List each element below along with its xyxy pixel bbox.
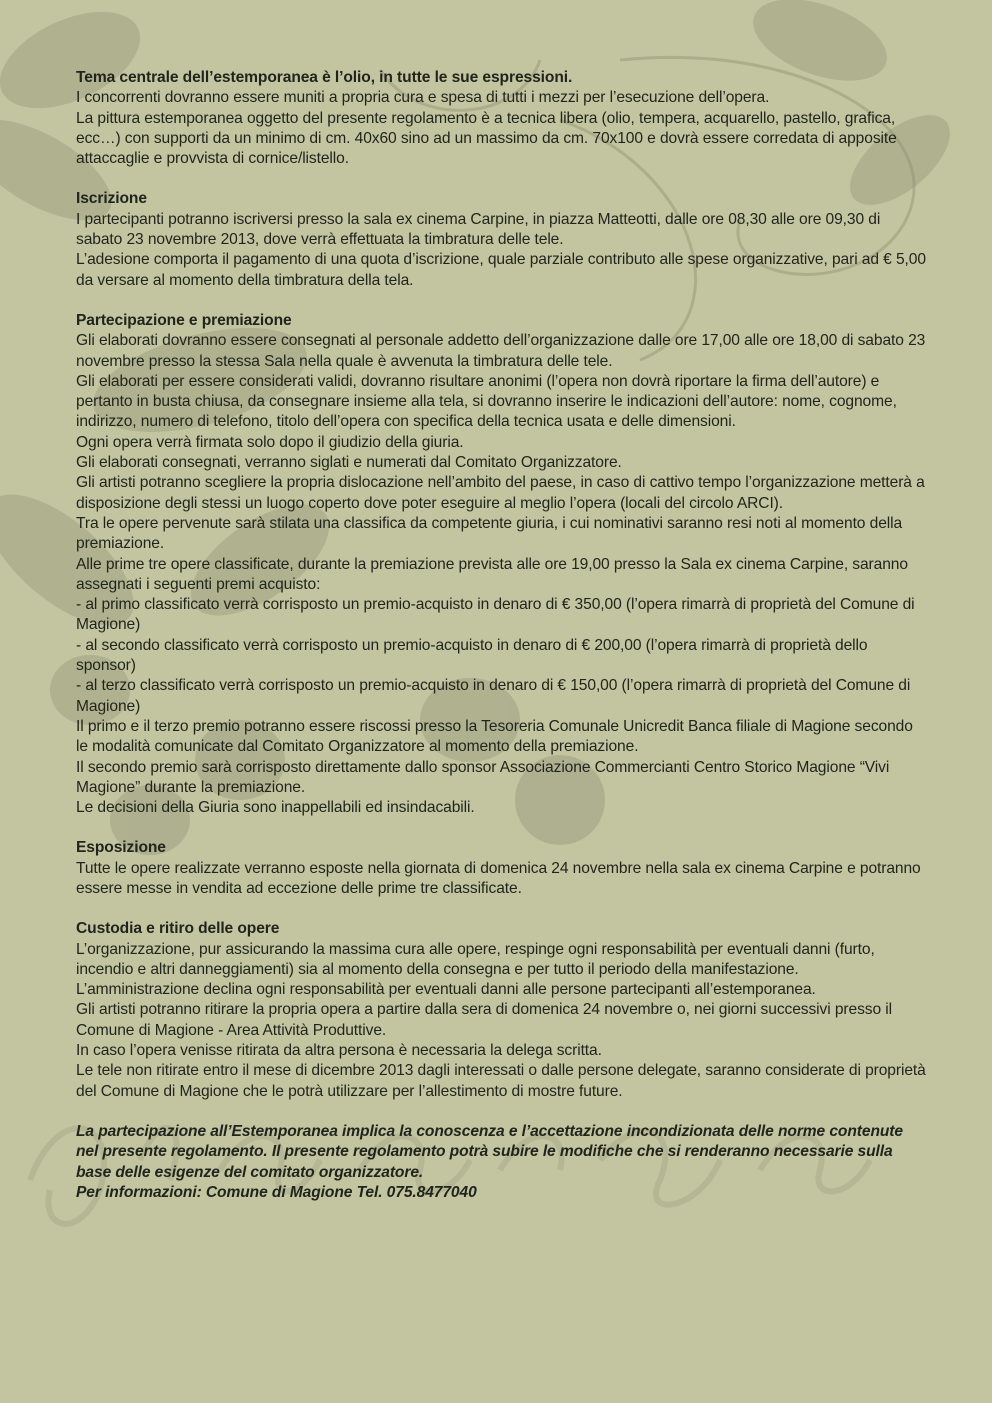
paragraph: Tra le opere pervenute sarà stilata una classifica da competente giuria, i cui nominativi saranno resi noti al momento della premiazione.: [76, 514, 903, 553]
prize-item: - al primo classificato verrà corrisposto un premio-acquisto in denaro di € 350,00 (l’opera rimarrà di proprietà del Comune di Magione): [76, 596, 915, 634]
contact-info: Per informazioni: Comune di Magione Tel. 075.8477040: [76, 1183, 477, 1201]
section-heading: Partecipazione e premiazione: [76, 311, 292, 329]
paragraph: Le decisioni della Giuria sono inappellabili ed insindacabili.: [76, 799, 475, 817]
regulation-document: [76, 68, 928, 1223]
paragraph: Tutte le opere realizzate verranno esposte nella giornata di domenica 24 novembre nella sala ex cinema Carpine e potranno essere messe in vendita ad eccezione delle prime tre classificate.: [76, 859, 921, 897]
paragraph: Gli elaborati per essere considerati validi, dovranno risultare anonimi (l’opera non dovrà riportare la firma dell’autore) e pertanto in busta chiusa, da consegnare insieme alla tela, si dovranno inserire le indicazioni dell’autore: nome, cognome, indirizzo, numero di telefono, titolo dell’opera con specifica della tecnica usata e delle dimensioni.: [76, 372, 897, 431]
paragraph: Ogni opera verrà firmata solo dopo il giudizio della giuria.: [76, 433, 464, 451]
section-esposizione: [76, 838, 928, 899]
section-partecipazione: [76, 311, 928, 818]
paragraph: Le tele non ritirate entro il mese di dicembre 2013 dagli interessati o dalle persone delegate, saranno considerate di proprietà del Comune di Magione che le potrà utilizzare per l’allestimento di mostre future.: [76, 1062, 926, 1100]
section-heading: Tema centrale dell’estemporanea è l’olio, in tutte le sue espressioni.: [76, 69, 573, 86]
paragraph: In caso l’opera venisse ritirata da altra persona è necessaria la delega scritta.: [76, 1042, 602, 1060]
paragraph: La pittura estemporanea oggetto del presente regolamento è a tecnica libera (olio, tempera, acquarello, pastello, grafica, ecc…) con supporti da un minimo di cm. 40x60 sino ad un massimo da cm. 70x100 e dovrà essere corredata di apposite attaccaglie e provvista di cornice/listello.: [76, 109, 897, 168]
paragraph: Gli artisti potranno scegliere la propria dislocazione nell’ambito del paese, in caso di cattivo tempo l’organizzazione metterà a disposizione degli stessi un luogo coperto dove poter eseguire al meglio l’opera (locali del circolo ARCI).: [76, 474, 925, 512]
paragraph: L’organizzazione, pur assicurando la massima cura alle opere, respinge ogni responsabilità per eventuali danni (furto, incendio e altri danneggiamenti) sia al momento della consegna e per tutto il periodo della manifestazione.: [76, 940, 875, 978]
section-heading: Iscrizione: [76, 190, 147, 208]
section-iscrizione: [76, 189, 928, 290]
paragraph: L’amministrazione declina ogni responsabilità per eventuali danni alle persone partecipanti all’estemporanea.: [76, 981, 816, 999]
paragraph: L’adesione comporta il pagamento di una quota d’iscrizione, quale parziale contributo alle spese organizzative, pari ad € 5,00 da versare al momento della timbratura della tela.: [76, 251, 926, 289]
paragraph: Il secondo premio sarà corrisposto direttamente dallo sponsor Associazione Commercianti Centro Storico Magione “Vivi Magione” durante la premiazione.: [76, 758, 890, 796]
paragraph: Gli artisti potranno ritirare la propria opera a partire dalla sera di domenica 24 novembre o, nei giorni successivi presso il Comune di Magione - Area Attività Produttive.: [76, 1001, 893, 1039]
prize-item: - al terzo classificato verrà corrisposto un premio-acquisto in denaro di € 150,00 (l’opera rimarrà di proprietà del Comune di Magione): [76, 677, 911, 715]
paragraph: I partecipanti potranno iscriversi presso la sala ex cinema Carpine, in piazza Matteotti, dalle ore 08,30 alle ore 09,30 di sabato 23 novembre 2013, dove verrà effettuata la timbratura delle tele.: [76, 210, 881, 249]
section-heading: Custodia e ritiro delle opere: [76, 920, 280, 938]
section-custodia: [76, 919, 928, 1102]
prize-item: - al secondo classificato verrà corrisposto un premio-acquisto in denaro di € 200,00 (l’opera rimarrà di proprietà dello sponsor): [76, 636, 868, 675]
paragraph: Alle prime tre opere classificate, durante la premiazione prevista alle ore 19,00 presso la Sala ex cinema Carpine, saranno assegnati i seguenti premi acquisto:: [76, 555, 908, 593]
paragraph: I concorrenti dovranno essere muniti a propria cura e spesa di tutti i mezzi per l’esecuzione dell’opera.: [76, 89, 770, 107]
paragraph: Gli elaborati dovranno essere consegnati al personale addetto dell’organizzazione dalle ore 17,00 alle ore 18,00 di sabato 23 novembre presso la stessa Sala nella quale è avvenuta la timbratura delle tele.: [76, 332, 926, 370]
paragraph: Gli elaborati consegnati, verranno siglati e numerati dal Comitato Organizzatore.: [76, 454, 622, 472]
closing-notes: [76, 1122, 928, 1203]
section-heading: Esposizione: [76, 839, 166, 857]
paragraph: Il primo e il terzo premio potranno essere riscossi presso la Tesoreria Comunale Unicredit Banca filiale di Magione secondo le modalità comunicate dal Comitato Organizzatore al momento della premiazione.: [76, 717, 913, 756]
closing-notice: La partecipazione all’Estemporanea implica la conoscenza e l’accettazione incondizionata delle norme contenute nel presente regolamento. Il presente regolamento potrà subire le modifiche che si renderanno necessarie sulla base delle esigenze del comitato organizzatore.: [76, 1122, 903, 1181]
section-tema: [76, 68, 928, 169]
